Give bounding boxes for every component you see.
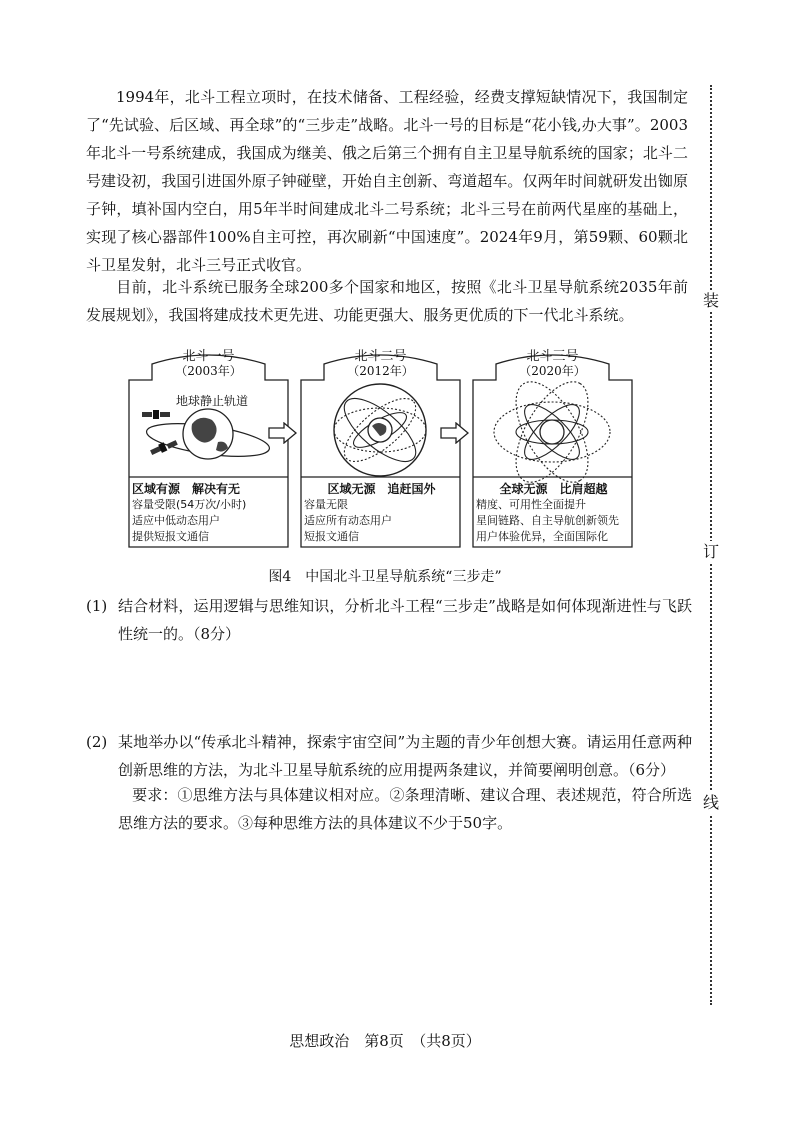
panel-title: 北斗二号 [354, 349, 407, 364]
answer-requirements: 要求：①思维方法与具体建议相对应。②条理清晰、建议合理、表述规范，符合所选思维方法的要求。③每种思维方法的具体建议不少于50字。 [118, 786, 692, 832]
figure-caption: 图4 中国北斗卫星导航系统“三步走” [268, 569, 502, 585]
material-paragraph-2: 目前，北斗系统已服务全球200多个国家和地区，按照《北斗卫星导航系统2035年前发展规划》，我国将建成技术更先进、功能更强大、服务更优质的下一代北斗系统。 [86, 278, 688, 324]
question-2 [86, 728, 692, 784]
panel-beidou-2 [298, 342, 463, 548]
arrow-icon [440, 422, 470, 444]
panel-line: 容量无限 [304, 498, 348, 511]
panel-year: （2012年） [347, 364, 414, 378]
orbit-label: 地球静止轨道 [176, 394, 249, 408]
satellite-icon [142, 410, 170, 419]
arrow-icon [268, 422, 298, 444]
binding-mark: 线 [700, 792, 722, 814]
panel-title: 北斗三号 [526, 349, 579, 364]
binding-mark: 装 [700, 290, 722, 312]
page-footer: 思想政治 第8页 （共8页） [289, 1032, 481, 1050]
material-paragraph-1: 1994年，北斗工程立项时，在技术储备、工程经验，经费支撑短缺情况下，我国制定了“先试验、后区域、再全球”的“三步走”战略。北斗一号的目标是“花小钱,办大事”。2003年北斗一号系统建成，我国成为继美、俄之后第三个拥有自主卫星导航系统的国家；北斗二号建设初，我国引进国外原子钟碰壁，开始自主创新、弯道超车。仅两年时间就研发出铷原子钟，填补国内空白，用5年半时间建成北斗二号系统；北斗三号在前两代星座的基础上，实现了核心器部件100%自主可控，再次刷新“中国速度”。2024年9月，第59颗、60颗北斗卫星发射，北斗三号正式收官。 [86, 88, 688, 274]
panel-line: 星间链路、自主导航创新领先 [476, 514, 619, 527]
binding-mark: 订 [700, 541, 722, 563]
panel-headline: 区域无源 追赶国外 [327, 482, 436, 496]
beidou-three-step-figure [126, 342, 642, 548]
question-number: (1) [86, 597, 108, 615]
question-text: 结合材料，运用逻辑与思维知识，分析北斗工程“三步走”战略是如何体现渐进性与飞跃性统一的。（8分） [118, 597, 692, 643]
earth-icon [145, 409, 272, 462]
panel-year: （2003年） [175, 364, 242, 378]
panel-title: 北斗一号 [182, 349, 235, 364]
global-orbits-icon [494, 371, 610, 494]
question-number: (2) [86, 733, 108, 751]
orbit-constellation-icon [334, 384, 426, 476]
question-text: 某地举办以“传承北斗精神，探索宇宙空间”为主题的青少年创想大赛。请运用任意两种创新思维的方法，为北斗卫星导航系统的应用提两条建议，并简要阐明创意。（6分） [118, 733, 692, 779]
panel-line: 提供短报文通信 [132, 530, 209, 543]
panel-line: 精度、可用性全面提升 [476, 498, 586, 511]
panel-headline: 全球无源 比肩超越 [499, 482, 608, 496]
panel-line: 适应中低动态用户 [132, 514, 220, 527]
panel-headline: 区域有源 解决有无 [132, 482, 241, 496]
panel-line: 用户体验优异，全面国际化 [476, 530, 608, 543]
panel-beidou-1 [126, 342, 291, 548]
panel-description [476, 481, 631, 545]
panel-line: 适应所有动态用户 [304, 514, 392, 527]
question-1 [86, 592, 692, 648]
panel-description [132, 481, 287, 545]
panel-line: 短报文通信 [304, 530, 359, 543]
panel-beidou-3 [470, 342, 635, 548]
panel-year: （2020年） [519, 364, 586, 378]
panel-line: 容量受限(54万次/小时) [132, 498, 247, 511]
panel-description [304, 481, 459, 545]
